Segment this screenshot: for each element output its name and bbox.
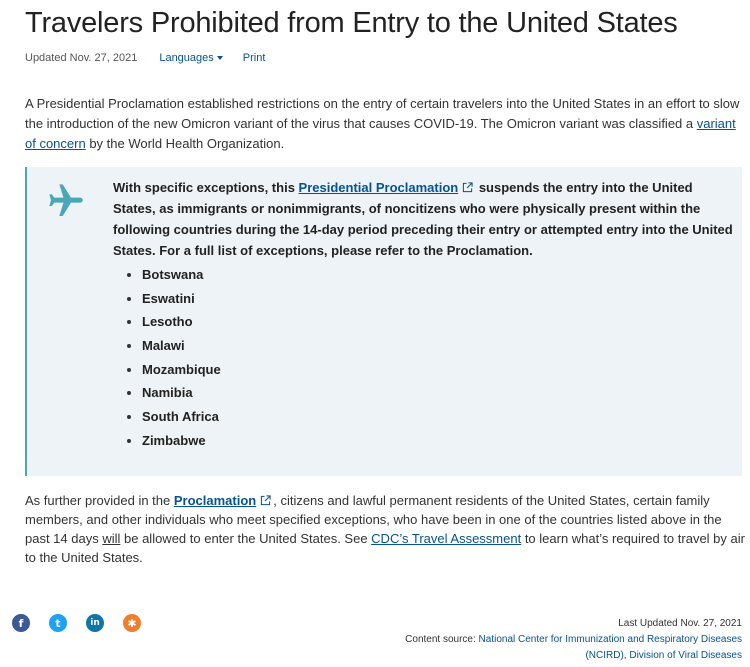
variant-of-concern-link[interactable]: variant of concern: [25, 116, 736, 151]
callout-text-2: suspends the entry into the United States, as immigrants or nonimmigrants, of noncitizens who were physically present within the following countries during the 14-day period preceding their entry or attempted entry into the United States. For a full list of exceptions, please refer to the Proclamation.: [113, 180, 733, 258]
twitter-icon[interactable]: t: [49, 614, 67, 632]
languages-label: Languages: [159, 52, 214, 64]
viral-diseases-link[interactable]: Division of Viral Diseases: [629, 650, 742, 661]
updated-date: Updated Nov. 27, 2021: [25, 52, 138, 64]
list-item: Namibia: [127, 381, 221, 405]
content-source-line-2: [405, 648, 742, 664]
will-emphasis: will: [102, 531, 121, 546]
separator: ,: [623, 650, 630, 661]
proclamation-callout: [25, 167, 742, 476]
facebook-icon[interactable]: f: [12, 614, 30, 632]
list-item: Lesotho: [127, 310, 221, 334]
ncird-link[interactable]: National Center for Immunization and Respiratory Diseases: [478, 634, 742, 645]
airplane-icon: [46, 181, 86, 221]
further-text-4: to learn what’s required to travel by air to the United States.: [25, 531, 745, 565]
ncird-abbrev-link[interactable]: (NCIRD): [585, 650, 624, 661]
content-source: [405, 632, 742, 648]
social-share-bar: [12, 614, 141, 632]
presidential-proclamation-link[interactable]: Presidential Proclamation: [298, 180, 459, 195]
list-item: Mozambique: [127, 358, 221, 382]
further-text-3: be allowed to enter the United States. See: [120, 531, 372, 546]
list-item: South Africa: [127, 405, 221, 429]
country-list: [127, 263, 221, 453]
further-text-1: As further provided in the: [25, 493, 174, 508]
intro-text-1: A Presidential Proclamation established restrictions on the entry of certain travelers into the United States in an effort to slow the introduction of the new Omicron variant of the virus that causes COVID-19. The Omicron variant was classified a: [25, 96, 740, 131]
print-link[interactable]: Print: [242, 52, 266, 64]
callout-text-1: With specific exceptions, this: [113, 180, 299, 195]
external-link-icon: [260, 495, 271, 506]
content-source-label: Content source:: [405, 634, 479, 645]
last-updated: Last Updated Nov. 27, 2021: [618, 618, 742, 629]
page-footer: [405, 616, 742, 664]
page-meta: [25, 52, 265, 64]
external-link-icon: [462, 182, 473, 193]
intro-text-2: by the World Health Organization.: [85, 136, 285, 151]
list-item: Zimbabwe: [127, 429, 221, 453]
list-item: Botswana: [127, 263, 221, 287]
callout-text: [113, 177, 733, 261]
languages-dropdown[interactable]: [159, 52, 222, 64]
linkedin-icon[interactable]: in: [86, 614, 104, 632]
further-paragraph: [25, 491, 745, 567]
intro-paragraph: [25, 94, 743, 154]
syndicate-icon[interactable]: ✱: [123, 614, 141, 632]
page-title: Travelers Prohibited from Entry to the United States: [25, 7, 678, 39]
list-item: Eswatini: [127, 287, 221, 311]
proclamation-link[interactable]: Proclamation: [173, 493, 257, 508]
travel-assessment-link[interactable]: CDC’s Travel Assessment: [371, 531, 522, 546]
chevron-down-icon: [217, 56, 223, 60]
further-text-2: , citizens and lawful permanent residents of the United States, certain family members, and other individuals who meet specified exceptions, who have been in one of the countries listed above in the past 14 days: [25, 493, 722, 546]
list-item: Malawi: [127, 334, 221, 358]
